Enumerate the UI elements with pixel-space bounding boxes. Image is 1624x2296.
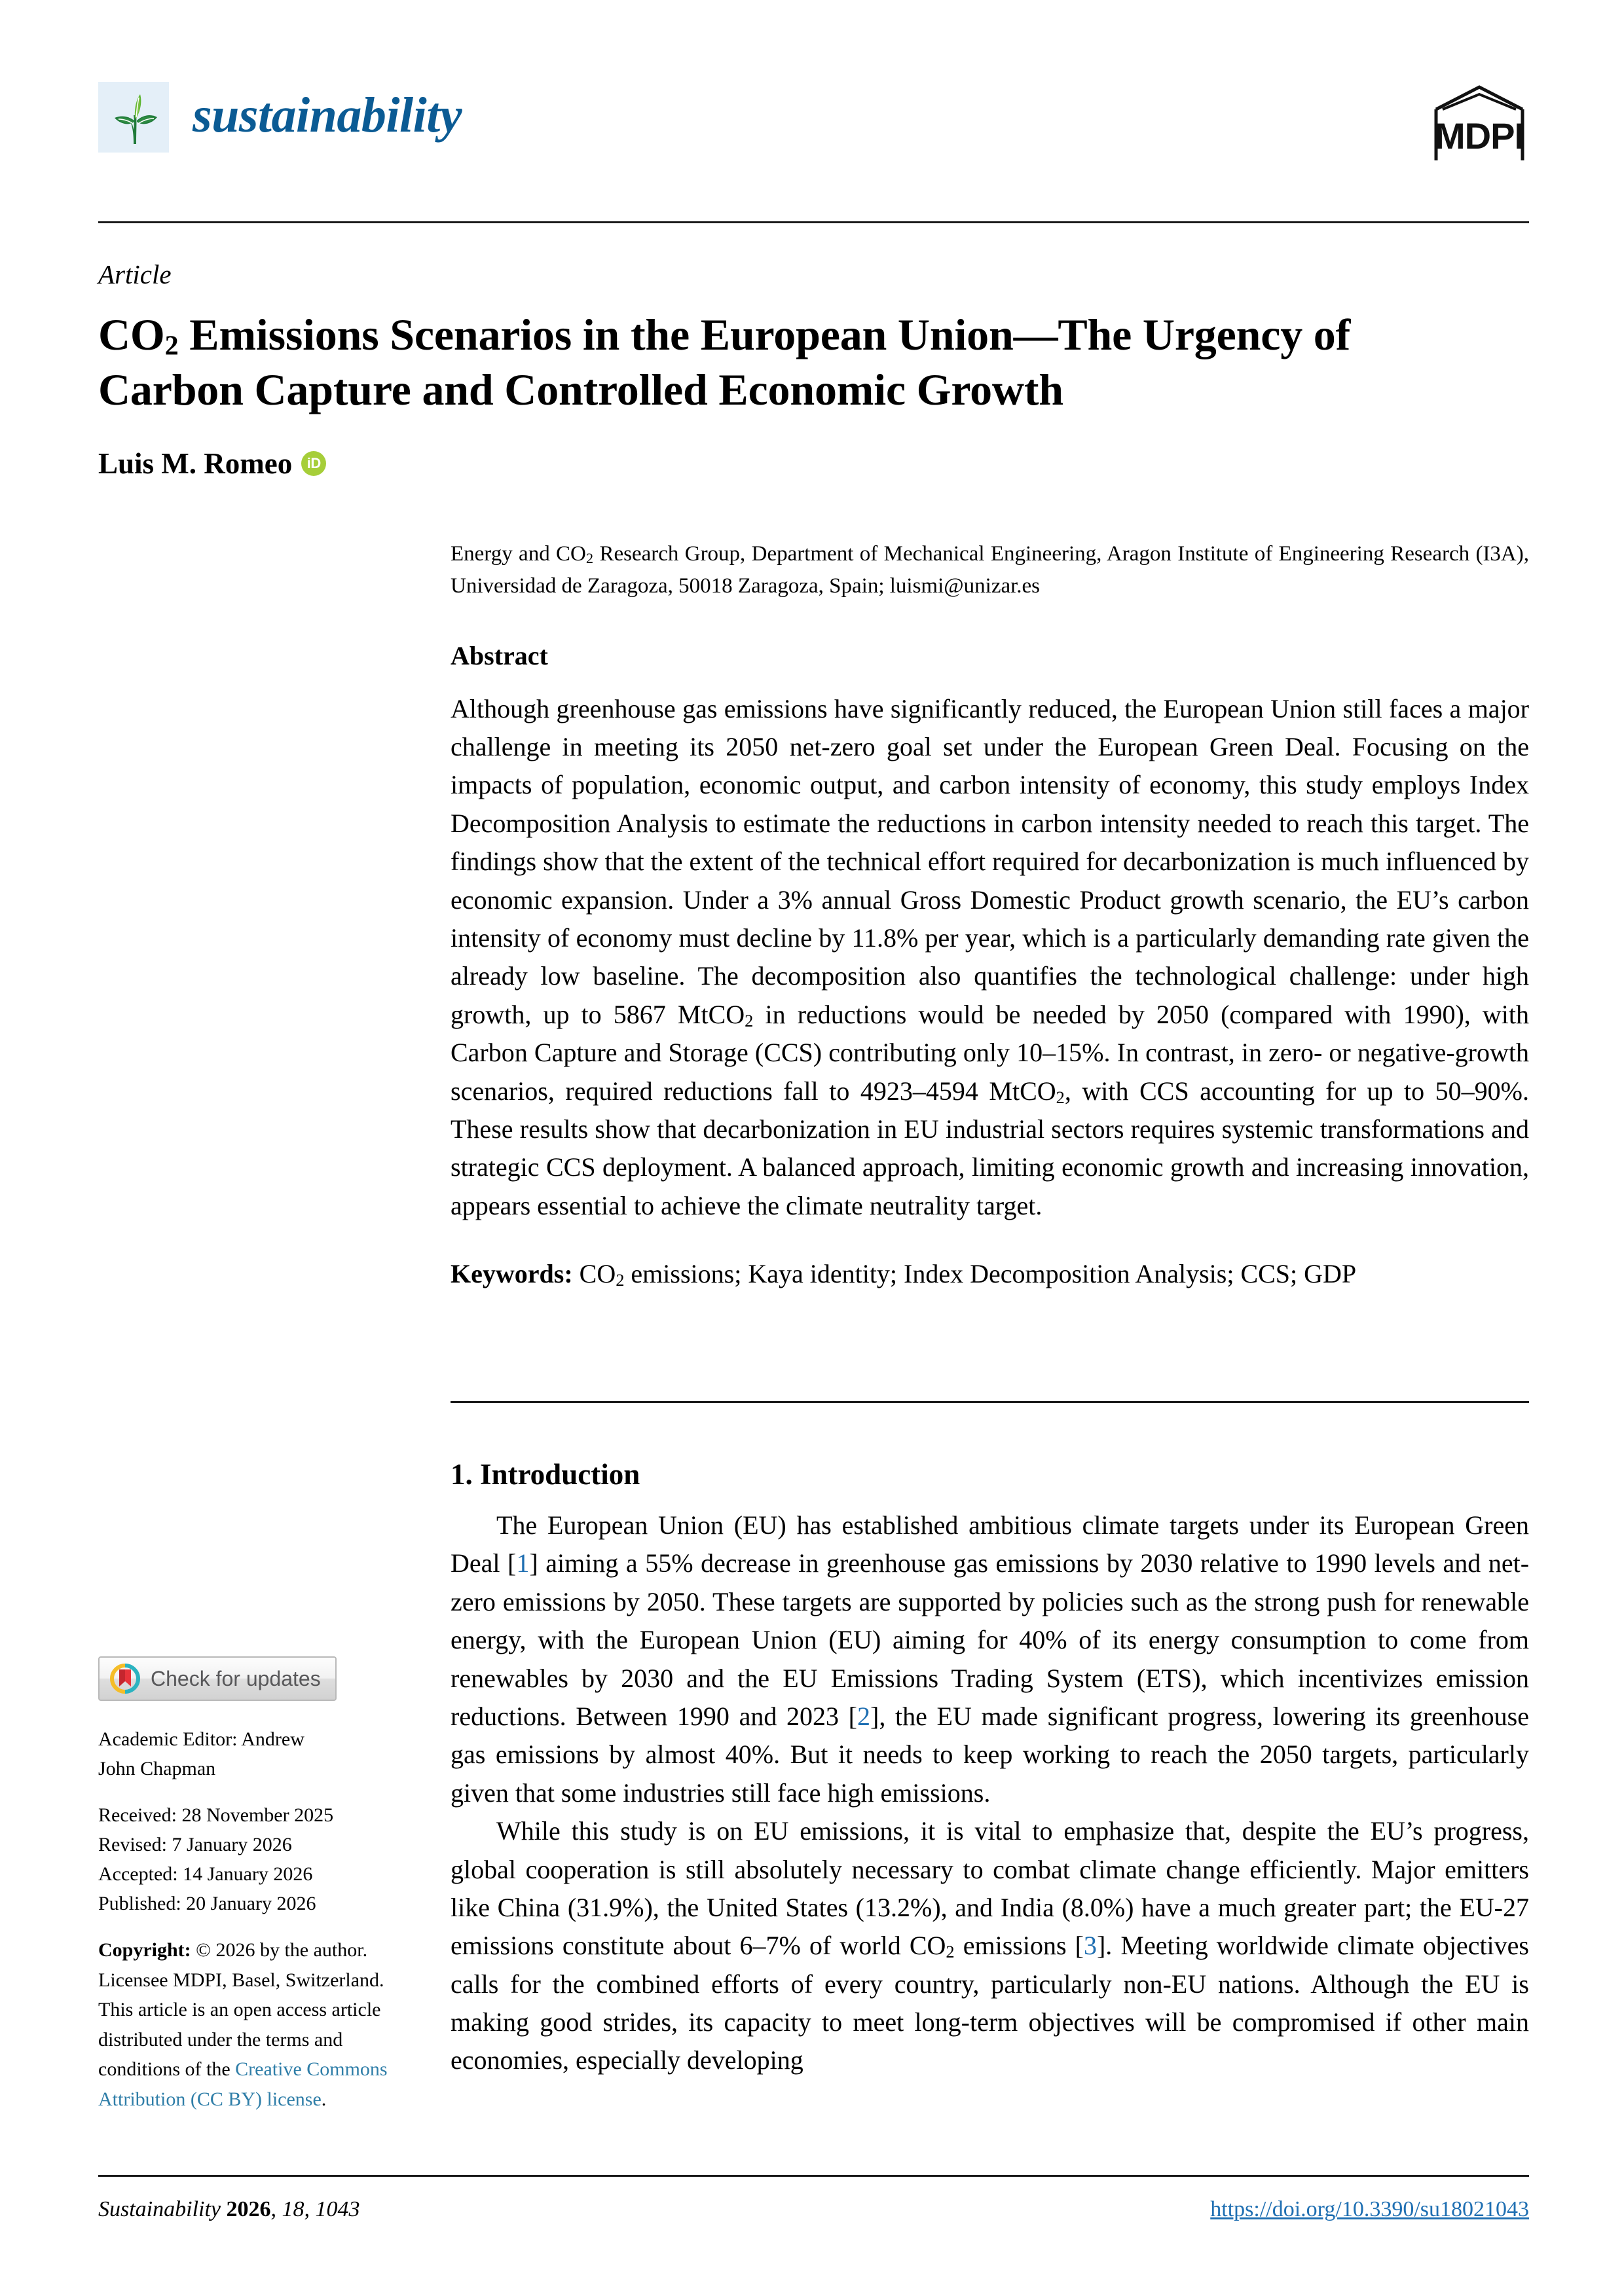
citation-ref-1[interactable]: 1 (516, 1548, 530, 1578)
date-accepted: Accepted: 14 January 2026 (98, 1863, 313, 1885)
copyright-period: . (321, 2088, 327, 2110)
abstract-heading: Abstract (451, 640, 548, 670)
academic-editor-line2: John Chapman (98, 1758, 216, 1779)
doi-link[interactable]: https://doi.org/10.3390/su18021043 (1210, 2197, 1529, 2221)
page-title (98, 308, 1486, 417)
seedling-icon (108, 89, 159, 145)
seedling-icon-tile (98, 82, 169, 153)
keywords-subscript: 2 (616, 1269, 625, 1290)
affiliation-pre: Energy and CO (451, 542, 586, 566)
citation-ref-2[interactable]: 2 (857, 1701, 870, 1731)
copyright-text (98, 1935, 413, 2115)
svg-text:MDPI: MDPI (1435, 115, 1524, 156)
footer-citation (98, 2197, 360, 2222)
keywords-post: emissions; Kaya identity; Index Decomposition Analysis; CCS; GDP (624, 1259, 1357, 1289)
introduction-paragraph-1 (451, 1506, 1529, 1812)
copyright-label: Copyright: (98, 1939, 191, 1961)
title-text-post: Emissions Scenarios in the European Union—The Urgency of Carbon Capture and Controlled Economic Growth (98, 310, 1351, 415)
check-for-updates-label: Check for updates (151, 1666, 321, 1690)
journal-logo[interactable] (98, 82, 462, 153)
article-type: Article (98, 259, 172, 289)
footer-divider (98, 2175, 1529, 2177)
creative-commons-link[interactable]: Creative Commons (235, 2058, 388, 2081)
keywords-divider (451, 1401, 1529, 1403)
abstract-sub1: 2 (745, 1010, 754, 1030)
footer-volume: , 18 (270, 2197, 304, 2221)
affiliation (451, 538, 1529, 602)
header-divider (98, 221, 1529, 223)
mdpi-logo[interactable] (1430, 83, 1529, 164)
title-text-pre: CO (98, 310, 165, 360)
intro-p1-c: ], the EU made significant progress, lowering its greenhouse gas emissions by almost 40%. But it needs to keep working to reach the 2050 targets, particularly given that some industries still face high emissions. (451, 1701, 1529, 1808)
abstract-seg2: in reductions would be needed by 2050 (compared with 1990), with Carbon Capture and Storage (CCS) contributing only 10–15%. In contrast, in zero- or negative-growth scenarios, required reductions fall to 4923–4594 MtCO (451, 999, 1530, 1106)
article-dates-block (98, 1800, 413, 1918)
cc-by-license-link[interactable]: Attribution (CC BY) license (98, 2088, 322, 2110)
footer-year: 2026 (221, 2197, 271, 2221)
check-for-updates-button[interactable] (98, 1656, 337, 1701)
intro-p1-b: ] aiming a 55% decrease in greenhouse gas emissions by 2030 relative to 1990 levels and net-zero emissions by 2050. These targets are supported by policies such as the strong push for renewable energy, with the European Union (EU) aiming for 40% of its energy consumption to come from renewables by 2030 and the EU Emissions Trading System (ETS), which incentivizes emission reductions. Between 1990 and 2023 [ (451, 1548, 1530, 1731)
keywords (451, 1255, 1529, 1293)
intro-p2-b: emissions [ (954, 1931, 1084, 1961)
copyright-body: © 2026 by the author. Licensee MDPI, Basel, Switzerland. This article is an open access article distributed under the terms and conditions of the (98, 1939, 384, 2081)
title-zone (98, 259, 1529, 481)
section-heading-introduction: 1. Introduction (451, 1458, 640, 1491)
date-received: Received: 28 November 2025 (98, 1804, 334, 1826)
abstract-seg1: Although greenhouse gas emissions have significantly reduced, the European Union still faces a major challenge in meeting its 2050 net-zero goal set under the European Green Deal. Focusing on the impacts of population, economic output, and carbon intensity of economy, this study employs Index Decomposition Analysis to estimate the reductions in carbon intensity needed to reach this target. The findings show that the extent of the technical effort required for decarbonization is much influenced by economic expansion. Under a 3% annual Gross Domestic Product growth scenario, the EU’s carbon intensity of economy must decline by 11.8% per year, which is a particularly demanding rate given the already low baseline. The decomposition also quantifies the technological challenge: under high growth, up to 5867 MtCO (451, 693, 1529, 1029)
author-name: Luis M. Romeo (98, 447, 293, 481)
date-published: Published: 20 January 2026 (98, 1893, 316, 1914)
page-header (98, 82, 1529, 196)
academic-editor-block (98, 1724, 413, 1783)
keywords-pre: CO (572, 1259, 616, 1289)
abstract-sub2: 2 (1056, 1087, 1065, 1107)
page-footer (98, 2197, 1529, 2222)
intro-p2-c: ]. Meeting worldwide climate objectives calls for the combined efforts of every country, particularly non-EU nations. Although the EU is making good strides, its capacity to meet long-term objectives will be compromised if other main economies, especially developing (451, 1931, 1529, 2075)
date-revised: Revised: 7 January 2026 (98, 1834, 292, 1855)
sidebar (98, 1656, 413, 2115)
main-column (451, 538, 1529, 1294)
intro-p2-a: While this study is on EU emissions, it is vital to emphasize that, despite the EU’s progress, global cooperation is still absolutely necessary to combat climate change efficiently. Major emitters like China (31.9%), the United States (13.2%), and India (8.0%) have a much greater part; the EU-27 emissions constitute about 6–7% of world CO (451, 1816, 1529, 1961)
footer-journal-name: Sustainability (98, 2197, 221, 2221)
introduction-paragraph-2 (451, 1812, 1529, 2080)
keywords-label: Keywords: (451, 1259, 573, 1289)
orcid-icon[interactable]: iD (301, 451, 326, 476)
introduction-section (451, 1457, 1529, 2080)
footer-article-number: , 1043 (304, 2197, 360, 2221)
intro-p1-a: The European Union (EU) has established ambitious climate targets under its European Green Deal [ (451, 1510, 1529, 1578)
journal-name: sustainability (193, 88, 462, 143)
affiliation-subscript: 2 (585, 550, 594, 567)
intro-p2-subscript: 2 (946, 1942, 955, 1962)
abstract-seg3: , with CCS accounting for up to 50–90%. These results show that decarbonization in EU industrial sectors requires systemic transformations and strategic CCS deployment. A balanced approach, limiting economic growth and increasing innovation, appears essential to achieve the climate neutrality target. (451, 1076, 1530, 1220)
academic-editor-line1: Academic Editor: Andrew (98, 1728, 304, 1750)
title-subscript: 2 (164, 330, 179, 361)
affiliation-post: Research Group, Department of Mechanical Engineering, Aragon Institute of Engineering Research (I3A), Universidad de Zaragoza, 50018 Zaragoza, Spain; luismi@unizar.es (451, 542, 1530, 598)
crossmark-icon (110, 1664, 140, 1694)
abstract-text (451, 690, 1529, 1225)
citation-ref-3[interactable]: 3 (1083, 1931, 1097, 1961)
author-line (98, 446, 1529, 481)
copyright-block (98, 1935, 413, 2115)
